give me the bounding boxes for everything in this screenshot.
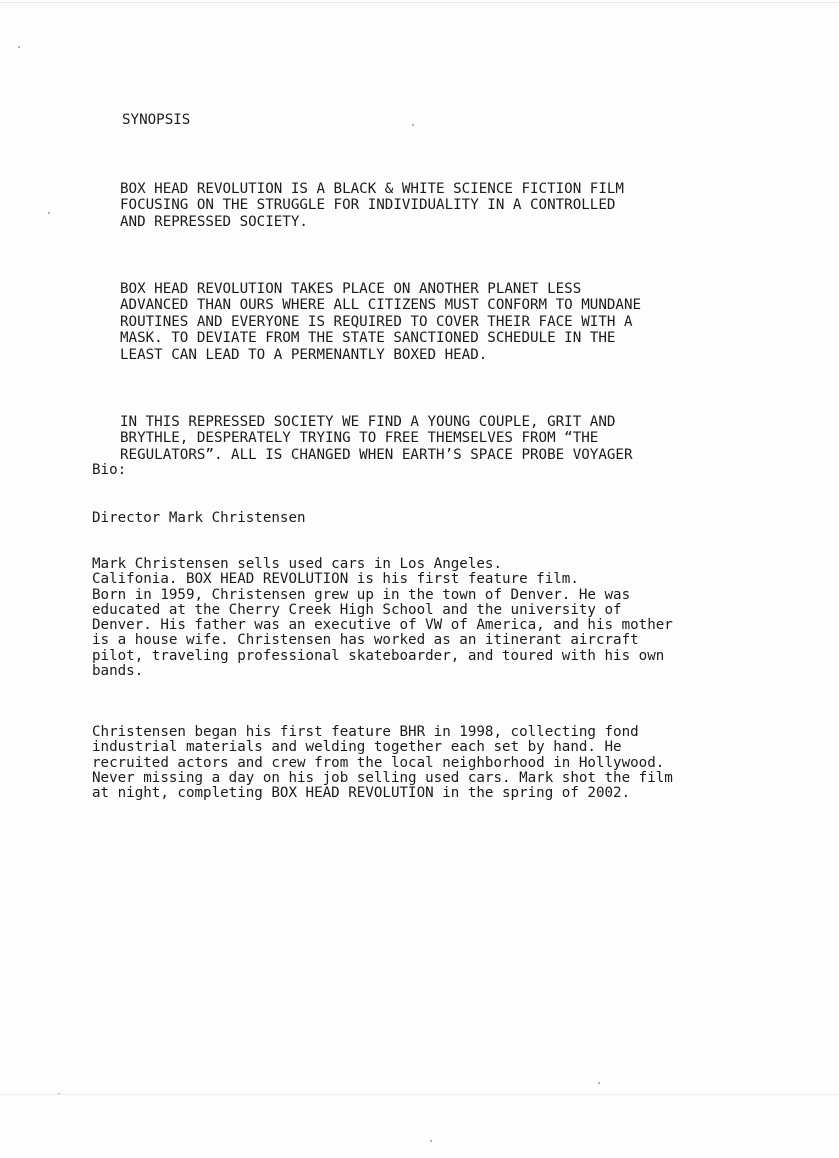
scan-speck (18, 46, 20, 48)
synopsis-paragraph: BOX HEAD REVOLUTION IS A BLACK & WHITE SCIENCE FICTION FILM FOCUSING ON THE STRUGGLE FOR INDIVIDUALITY IN A CONTROLLED AND REPRESSED SOCIETY. (120, 181, 624, 230)
bio-paragraph: Christensen began his first feature BHR in 1998, collecting fond industrial materials and welding together each set by hand. He recruited actors and crew from the local neighborhood in Hollywood. Never missing a day on his job selling used cars. Mark shot the film at night, completing BOX HEAD REVOLUTION in the spring of 2002. (92, 724, 673, 802)
scan-speck (48, 212, 50, 214)
scan-speck (430, 1140, 432, 1142)
director-name: Director Mark Christensen (92, 510, 306, 526)
synopsis-heading: SYNOPSIS (122, 112, 191, 128)
synopsis-paragraph: IN THIS REPRESSED SOCIETY WE FIND A YOUNG COUPLE, GRIT AND BRYTHLE, DESPERATELY TRYING TO FREE THEMSELVES FROM “THE REGULATORS”. ALL IS CHANGED WHEN EARTH’S SPACE PROBE VOYAGER (120, 414, 633, 463)
synopsis-paragraph: BOX HEAD REVOLUTION TAKES PLACE ON ANOTHER PLANET LESS ADVANCED THAN OURS WHERE ALL CITIZENS MUST CONFORM TO MUNDANE ROUTINES AND EVERYONE IS REQUIRED TO COVER THEIR FACE WITH A MASK. TO DEVIATE FROM THE STATE SANCTIONED SCHEDULE IN THE LEAST CAN LEAD TO A PERMENANTLY BOXED HEAD. (120, 281, 642, 363)
scan-speck (598, 1082, 600, 1084)
scan-edge-bottom (0, 1094, 839, 1095)
scan-edge-top (0, 2, 839, 3)
scan-speck (412, 124, 414, 126)
bio-heading: Bio: (92, 462, 127, 478)
bio-paragraph: Mark Christensen sells used cars in Los Angeles. Califonia. BOX HEAD REVOLUTION is his first feature film. Born in 1959, Christensen grew up in the town of Denver. He was educated at the Cherry Creek High School and the university of Denver. His father was an executive of VW of America, and his mother is a house wife. Christensen has worked as an itinerant aircraft pilot, traveling professional skateboarder, and toured with his own bands. (92, 556, 673, 680)
